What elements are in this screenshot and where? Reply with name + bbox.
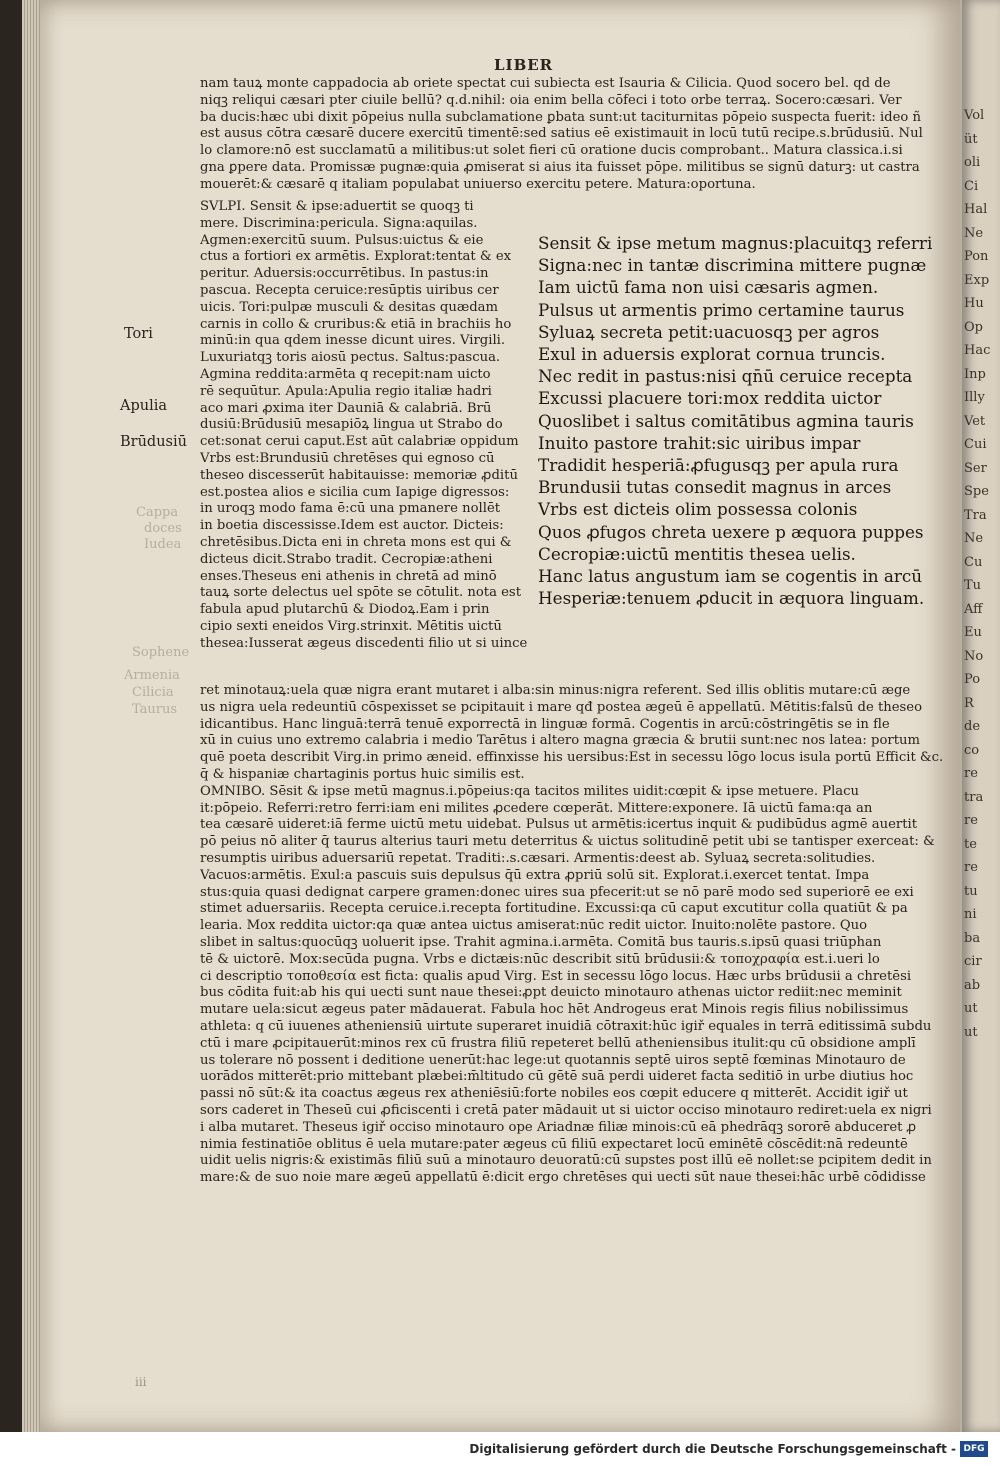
sliver-fragment: te bbox=[964, 836, 977, 852]
sliver-fragment: re bbox=[964, 813, 978, 828]
commentary-line: pō peius nō aliter q̄ taurus alterius tauri metu deterritus & uictus solitudinē petit ubi se tantisper exerceat: & bbox=[200, 834, 935, 850]
commentary-line: niqꝫ reliqui cæsari pter ciuile bellū? q.d.nihil: oia enim bella cōfeci i toto orbe terraꝝ. Socero:cæsari. Ver bbox=[200, 92, 902, 108]
commentary-line: cet:sonat cerui caput.Est aūt calabriæ oppidum bbox=[200, 434, 519, 450]
commentary-line: carnis in collo & cruribus:& etiā in brachiis ho bbox=[200, 316, 512, 332]
commentary-line: ba ducis:hæc ubi dixit pōpeius nulla subclamatione ꝑbata sunt:ut taciturnitas pōpeio suspecta fuerit: ideo ñ bbox=[200, 109, 922, 125]
commentary-line: thesea:Iusserat ægeus discedenti filio ut si uince bbox=[200, 635, 528, 651]
verse-line: Cecropiæ:uictū mentitis thesea uelis. bbox=[538, 543, 856, 564]
dfg-logo: DFG bbox=[960, 1441, 988, 1457]
verse-line: Brundusii tutas consedit magnus in arces bbox=[538, 477, 892, 498]
commentary-line: mere. Discrimina:pericula. Signa:aquilas. bbox=[200, 215, 478, 231]
sliver-fragment: Ci bbox=[964, 178, 979, 194]
commentary-line: Luxuriatqꝫ toris aiosū pectus. Saltus:pascua. bbox=[200, 350, 501, 366]
commentary-line: Agmen:exercitū suum. Pulsus:uictus & eie bbox=[200, 232, 484, 248]
book-page bbox=[40, 0, 960, 1432]
sliver-fragment: cir bbox=[964, 954, 982, 969]
commentary-line: ctū i mare ꝓcipitauerūt:minos rex cū frustra filiū repeteret bellū atheniensibus itulit:qu cū obsidione amplī bbox=[200, 1035, 916, 1051]
commentary-line: dicteus dicit.Strabo tradit. Cecropiæ:atheni bbox=[200, 551, 493, 567]
sliver-fragment: No bbox=[964, 648, 984, 664]
ghost-note: Taurus bbox=[132, 702, 178, 717]
commentary-line: Vrbs est:Brundusiū chretēses qui egnoso cū bbox=[200, 450, 495, 466]
sliver-fragment: tra bbox=[964, 789, 984, 805]
commentary-line: ret minotauꝝ:uela quæ nigra erant mutaret i alba:sin minus:nigra referent. Sed illis oblitis mutare:cū æge bbox=[200, 683, 911, 698]
margin-note-apulia: Apulia bbox=[120, 398, 168, 414]
sliver-fragment: Ser bbox=[964, 460, 987, 476]
commentary-line: ci descriptio τοποθεσία est ficta: qualis apud Virg. Est in secessu lōgo locus. Hæc urbs brūdusii a chretēsi bbox=[200, 968, 912, 984]
commentary-line: theseo discesserūt habitauisse: memoriæ ꝓditū bbox=[200, 467, 518, 483]
sliver-fragment: ab bbox=[964, 977, 981, 993]
sliver-fragment: Op bbox=[964, 319, 983, 335]
sliver-fragment: Exp bbox=[964, 272, 990, 288]
commentary-line: Vacuos:armētis. Exul:a pascuis suis depulsus q̄ū extra ꝓpriū solū sit. Explorat.i.exercet tentat. Impa bbox=[200, 867, 870, 883]
verse-line: Pulsus ut armentis primo certamine taurus bbox=[538, 299, 905, 320]
sliver-fragment: de bbox=[964, 719, 981, 734]
sliver-fragment: üt bbox=[964, 131, 978, 147]
verse-line: Nec redit in pastus:nisi qn̄ū ceruice recepta bbox=[538, 366, 913, 387]
ghost-note: Cilicia bbox=[132, 685, 174, 700]
margin-note-tori: Tori bbox=[124, 326, 153, 342]
commentary-line: uicis. Tori:pulpæ musculi & desitas quædam bbox=[200, 299, 499, 315]
commentary-line: gna ꝑpere data. Promissæ pugnæ:quia ꝓmiserat si aius ita fuisset pōpe. militibus se signū daturꝫ: ut castra bbox=[200, 159, 920, 175]
commentary-line: slibet in saltus:quocūqꝫ uoluerit ipse. Trahit agmina.i.armēta. Comitā bus tauris.s.ipsū quasi triūphan bbox=[200, 934, 882, 950]
sliver-fragment: Hac bbox=[964, 343, 991, 358]
sliver-fragment: Illy bbox=[964, 390, 985, 405]
commentary-line: tē & uictorē. Mox:secūda pugna. Vrbs e dictæis:nūc describit sitū brūdusii:& τοποχραφία est.i.ueri lo bbox=[200, 951, 880, 967]
sliver-fragment: ni bbox=[964, 907, 977, 922]
commentary-line: nam tauꝝ monte cappadocia ab oriete spectat cui subiecta est Isauria & Cilicia. Quod socero bel. qd de bbox=[200, 76, 891, 91]
margin-note-brundusium: Brūdusiū bbox=[120, 434, 187, 450]
commentary-line: uidit uelis nigris:& existimās filiū suū a minotauro deuoratū:cū supstes post illū eē nollet:se pcipitem dedit in bbox=[200, 1153, 932, 1169]
commentary-line: learia. Mox reddita uictor:qa quæ antea uictus amiserat:nūc redit uictor. Inuito:nolēte pastore. Quo bbox=[200, 918, 868, 934]
sliver-fragment: re bbox=[964, 766, 978, 781]
commentary-line: lo clamore:nō est succlamatū a militibus:ut solet fieri cū oratione ducis comprobant.. Matura classica.i.si bbox=[200, 143, 903, 159]
sliver-fragment: oli bbox=[964, 155, 981, 170]
sliver-fragment: Aff bbox=[964, 601, 983, 617]
commentary-line: mare:& de suo noie mare ægeū appellatū ē:dicit ergo chretēses qui uecti sūt naue thesei:hāc urbē cōdidisse bbox=[200, 1170, 926, 1186]
commentary-line: chretēsibus.Dicta eni in chreta mons est qui & bbox=[200, 534, 512, 550]
commentary-line: fabula apud plutarchū & Diodoꝝ.Eam i prin bbox=[200, 602, 490, 618]
commentary-line: enses.Theseus eni athenis in chretā ad minō bbox=[200, 568, 497, 584]
sliver-fragment: R bbox=[964, 695, 974, 711]
commentary-line: resumptis uiribus aduersariū repetat. Traditi:.s.cæsari. Armentis:deest ab. Syluaꝝ secreta:solitudies. bbox=[200, 850, 876, 866]
verse-line: Syluaꝝ secreta petit:uacuosqꝫ per agros bbox=[538, 321, 880, 342]
sliver-fragment: ba bbox=[964, 930, 981, 946]
commentary-line: it:pōpeio. Referri:retro ferri:iam eni milites ꝓcedere cœperāt. Mittere:exponere. Iā uictū fama:qa an bbox=[200, 800, 873, 816]
sliver-fragment: Vet bbox=[964, 413, 986, 429]
book-spine bbox=[0, 0, 22, 1432]
sliver-fragment: Vol bbox=[964, 108, 985, 123]
commentary-line: i alba mutaret. Theseus igiř occiso minotauro ope Ariadnæ filiæ minois:cū eā phedrāqꝫ sororē abduceret ꝓ bbox=[200, 1119, 917, 1135]
sliver-fragment: ut bbox=[964, 1001, 978, 1016]
left-commentary bbox=[200, 199, 530, 653]
commentary-line: athleta: q cū iuuenes atheniensiū uirtute superaret inuidiā cōtraxit:hūc igiř equales in terrā editissimā subdu bbox=[200, 1018, 932, 1034]
commentary-line: SVLPI. Sensit & ipse:aduertit se quoqꝫ ti bbox=[200, 199, 474, 214]
commentary-line: idicantibus. Hanc linguā:terrā tenuē exporrectā in linguæ formā. Cogentis in arcū:cōstringētis se in fle bbox=[200, 716, 890, 732]
ghost-note: Iudea bbox=[144, 537, 182, 552]
verse-line: Tradidit hesperiā:ꝓfugusqꝫ per apula rura bbox=[538, 455, 899, 476]
sliver-fragment: Po bbox=[964, 672, 981, 687]
sliver-fragment: co bbox=[964, 742, 980, 758]
commentary-line: us nigra uela redeuntiū cōspexisset se pcipitauit i mare qđ postea ægeū ē appellatū. Mētitis:falsū de theseo bbox=[200, 699, 923, 715]
commentary-line: Agmina reddita:armēta q recepit:nam uicto bbox=[200, 366, 491, 382]
commentary-line: rē sequūtur. Apula:Apulia regio italiæ hadri bbox=[200, 383, 492, 399]
sliver-fragment: tu bbox=[964, 883, 978, 899]
commentary-line: peritur. Aduersis:occurrētibus. In pastus:in bbox=[200, 266, 489, 282]
folio-mark: iii bbox=[135, 1375, 147, 1389]
commentary-line: in uroqꝫ modo fama ē:cū una pmanere nollēt bbox=[200, 501, 501, 517]
commentary-line: in boetia discessisse.Idem est auctor. Dicteis: bbox=[200, 518, 504, 534]
commentary-line: mutare uela:sicut ægeus pater mādauerat. Fabula hoc hēt Androgeus erat Minois regis filius nobilissimus bbox=[200, 1002, 909, 1018]
ghost-note: doces bbox=[144, 521, 182, 536]
commentary-line: q̄ & hispaniæ chartaginis portus huic similis est. bbox=[200, 766, 525, 782]
sliver-fragment: Pon bbox=[964, 249, 989, 264]
sliver-fragment: Eu bbox=[964, 625, 982, 640]
commentary-line: mouerēt:& cæsarē q italiam populabat uniuerso exercitu petere. Matura:oportuna. bbox=[200, 176, 756, 192]
sliver-fragment: Ne bbox=[964, 531, 984, 546]
ghost-note: Sophene bbox=[132, 645, 190, 660]
commentary-line: passi nō sūt:& ita coactus ægeus rex atheniēsiū:forte nobiles eos cœpit educere q mitterēt. Accidit igiř ut bbox=[200, 1086, 908, 1102]
commentary-line: OMNIBO. Sēsit & ipse metū magnus.i.pōpeius:qa tacitos milites uidit:cœpit & ipse metuere. Placu bbox=[200, 783, 860, 799]
commentary-line: nimia festinatiōe oblitus ē uela mutare:pater ægeus cū filiū expectaret locū eminētē cōscēdit:nā redeuntē bbox=[200, 1136, 908, 1152]
verse-line: Vrbs est dicteis olim possessa colonis bbox=[538, 499, 858, 520]
commentary-line: dusiū:Brūdusiū mesapiōꝝ lingua ut Strabo do bbox=[200, 417, 503, 433]
commentary-line: est.postea alios e sicilia cum Iapige digressos: bbox=[200, 484, 510, 500]
commentary-line: sors caderet in Theseū cui ꝓficiscenti i cretā pater mādauit ut si uictor occiso minotauro rediret:uela ex nigri bbox=[200, 1102, 932, 1118]
verse-text bbox=[538, 232, 948, 609]
ghost-note: Armenia bbox=[124, 668, 180, 683]
commentary-line: stus:quia quasi dedignat carpere gramen:donec uires sua pfecerit:ut se nō parē modo sed superiorē ee exi bbox=[200, 884, 914, 900]
adjacent-page-sliver bbox=[962, 0, 1000, 1432]
commentary-line: uorādos mitterēt:prio mittebant plæbei:m̄ltitudo cū gētē suā perdi uideret facta seditiō in urbe diutius hoc bbox=[200, 1069, 914, 1085]
page-stack-edge bbox=[22, 0, 40, 1432]
sliver-fragment: Cui bbox=[964, 437, 987, 452]
commentary-line: us tolerare nō possent i deditione uenerūt:hac lege:ut quotannis septē uiros septē fœminas Minotauro de bbox=[200, 1052, 906, 1068]
sliver-fragment: Hu bbox=[964, 296, 984, 311]
sliver-fragment: Tra bbox=[964, 507, 987, 523]
commentary-line: aco mari ꝓxima iter Dauniā & calabriā. Brū bbox=[200, 400, 492, 416]
verse-line: Iam uictū fama non uisi cæsaris agmen. bbox=[538, 277, 879, 298]
commentary-line: minū:in qua qdem inesse dicunt uires. Virgili. bbox=[200, 333, 506, 349]
commentary-line: pascua. Recepta ceruice:resūptis uiribus cer bbox=[200, 282, 499, 298]
sliver-fragment: Ne bbox=[964, 225, 984, 241]
verse-line: Hesperiæ:tenuem ꝓducit in æquora linguam. bbox=[538, 588, 925, 609]
verse-line: Exul in aduersis explorat cornua truncis. bbox=[538, 344, 886, 365]
sliver-fragment: re bbox=[964, 860, 978, 875]
top-commentary bbox=[200, 76, 960, 194]
sliver-fragment: Tu bbox=[964, 578, 982, 593]
sliver-fragment: ut bbox=[964, 1024, 978, 1040]
verse-line: Quoslibet i saltus comitātibus agmina tauris bbox=[538, 410, 914, 431]
verse-line: Inuito pastore trahit:sic uiribus impar bbox=[538, 432, 861, 453]
commentary-line: quē poeta describit Virg.in primo æneid. effinxisse his uersibus:Est in secessu lōgo locus isula portū Efficit &c. bbox=[200, 750, 944, 766]
commentary-line: bus cōdita fuit:ab his qui uecti sunt naue thesei:ꝓpt deuicto minotauro athenas uictor rediit:nec meminit bbox=[200, 985, 902, 1001]
sliver-fragment: Cu bbox=[964, 554, 983, 570]
verse-line: Excussi placuere tori:mox reddita uictor bbox=[538, 388, 882, 409]
digitization-footer bbox=[0, 1432, 1000, 1466]
verse-line: Signa:nec in tantæ discrimina mittere pugnæ bbox=[538, 255, 927, 276]
full-commentary bbox=[200, 683, 960, 1187]
ghost-note: Cappa bbox=[136, 505, 179, 520]
verse-line: Quos ꝓfugos chreta uexere p æquora puppes bbox=[538, 521, 924, 542]
verse-line: Sensit & ipse metum magnus:placuitqꝫ referri bbox=[538, 233, 933, 253]
sliver-fragment: Inp bbox=[964, 366, 986, 382]
verse-line: Hanc latus angustum iam se cogentis in arcū bbox=[538, 566, 923, 587]
running-header: LIBER bbox=[494, 56, 554, 74]
footer-credit: Digitalisierung gefördert durch die Deutsche Forschungsgemeinschaft - bbox=[469, 1442, 956, 1456]
commentary-line: ctus a fortiori ex armētis. Explorat:tentat & ex bbox=[200, 249, 512, 265]
sliver-fragment: Spe bbox=[964, 484, 989, 499]
commentary-line: tauꝝ sorte delectus uel spōte se cōtulit. nota est bbox=[200, 585, 521, 601]
sliver-fragment: Hal bbox=[964, 202, 988, 217]
commentary-line: stimet aduersariis. Recepta ceruice.i.recepta fortitudine. Excussi:qa cū caput excutitur colla quatiūt & pa bbox=[200, 901, 908, 917]
commentary-line: est ausus cōtra cæsarē ducere exercitū timentē:sed satius eē existimauit in locū tutū recipe.s.brūdusiū. Nul bbox=[200, 126, 923, 142]
commentary-line: tea cæsarē uideret:iā ferme uictū metu uidebat. Pulsus ut armētis:icertus inquit & pudibūdus agmē auertit bbox=[200, 817, 918, 833]
commentary-line: cipio sexti eneidos Virg.strinxit. Mētitis uictū bbox=[200, 618, 502, 634]
commentary-line: xū in cuius uno extremo calabria i medio Tarētus i altero magna græcia & brutii sunt:nec nos latea: portum bbox=[200, 733, 921, 749]
